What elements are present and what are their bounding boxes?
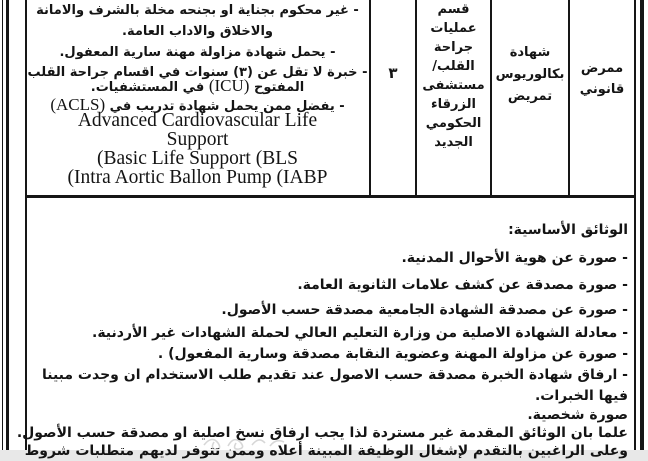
documents-note-line: وعلى الراغبين بالتقدم لإشغال الوظيفة المبينة أعلاه وممن تتوفر لديهم متطلبات شروط [24,443,628,459]
documents-note-line: علما بان الوثائق المقدمة غير مستردة لذا يجب ارفاق نسخ اصلية او مصدقة حسب الأصول. [16,425,628,441]
requirement-line: المفتوح (ICU) في المستشفيات. [90,76,305,95]
requirement-line: - يفضل ممن يحمل شهادة تدريب في (ACLS) [50,95,345,114]
department-line: قسم [437,2,470,17]
department-line: مستشفى [422,78,485,93]
document-line: - ارفاق شهادة الخبرة مصدقة حسب الاصول عند تقديم طلب الاستخدام ان وجدت مبينا [41,367,628,383]
job-title-line: ممرض [580,61,624,76]
requirement-line: - خبرة لا تقل عن (٣) سنوات في اقسام جراحة القلب [27,65,368,80]
document-line: - صورة مصدقة عن كشف علامات الثانوية العامة. [297,277,628,293]
vacancy-count: ٣ [388,64,398,82]
icu-abbreviation: (ICU) [208,76,250,95]
department-line: الزرقاء [431,97,476,112]
acls-abbreviation: (ACLS) [50,95,106,114]
requirement-line: - يحمل شهادة مزاولة مهنة سارية المعفول. [59,45,336,60]
outer-frame-right-line [640,0,644,450]
column-separator [369,0,371,195]
department-line: جراحة [433,40,474,55]
outer-frame-left-thick-line [6,0,9,450]
department-line: عمليات [430,21,477,36]
department-line: الحكومي [425,116,482,131]
qualification-line: بكالوريوس [495,67,565,82]
ad-box-right-border [634,0,636,450]
requirement-line: والاخلاق والاداب العامة. [122,24,273,39]
qualification-line: تمريض [507,89,553,104]
document-line: فيها الخبرات. [534,388,628,404]
requirement-line-english: (Intra Aortic Ballon Pump (IABP [67,167,328,188]
qualification-line: شهادة [509,45,551,60]
requirement-line-english: Advanced Cardiovascular Life [77,110,318,131]
documents-section-title: الوثائق الأساسية: [508,222,628,238]
table-bottom-border [25,195,636,198]
document-line: - صورة عن مزاولة المهنة وعضوية النقابة مصدقة وسارية المفعول) . [157,346,628,362]
document-line: - صورة عن مصدقة الشهادة الجامعية مصدقة حسب الأصول. [221,302,628,318]
department-line: القلب/ [432,59,475,74]
requirement-line: - غير محكوم بجناية او بجنحه مخلة بالشرف والامانة [36,3,359,18]
outer-frame-left-thin-line [2,0,3,450]
requirement-line-english: Support [166,129,229,150]
document-line: - صورة عن هوية الأحوال المدنية. [401,250,628,266]
document-line: - معادلة الشهادة الاصلية من وزارة التعليم العالي لحملة الشهادات غير الأردنية. [92,325,628,341]
document-line: صورة شخصية. [527,407,628,423]
requirement-line-english: (Basic Life Support (BLS [97,148,298,169]
job-title-line: قانوني [579,82,625,97]
department-line: الجديد [434,135,473,150]
